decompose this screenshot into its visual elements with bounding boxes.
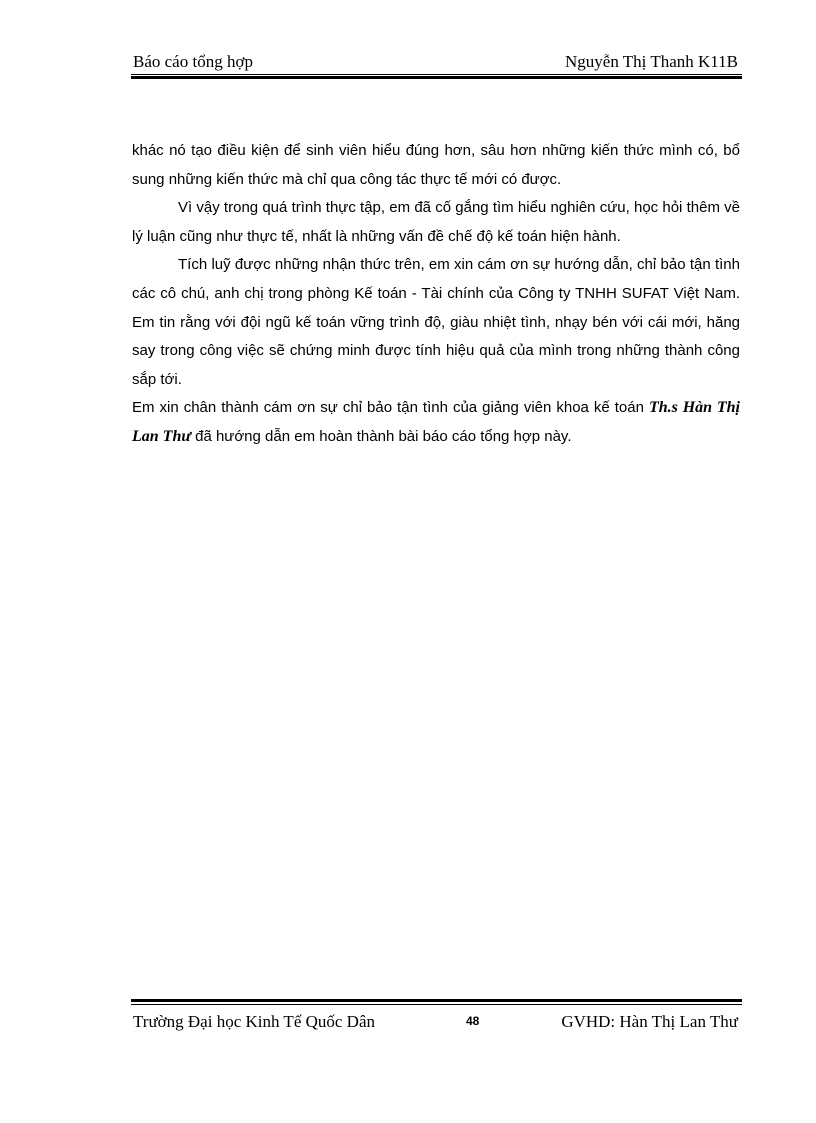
- footer-university: Trường Đại học Kinh Tế Quốc Dân: [133, 1012, 376, 1031]
- footer-supervisor: GVHD: Hàn Thị Lan Thư: [561, 1012, 738, 1031]
- header-author: Nguyễn Thị Thanh K11B: [565, 52, 738, 71]
- paragraph-2: Vì vậy trong quá trình thực tập, em đã cố gắng tìm hiểu nghiên cứu, học hỏi thêm về lý luận cũng như thực tế, nhất là những vấn đề chế độ kế toán hiện hành.: [132, 199, 740, 245]
- paragraph-4-lead: Em xin chân thành cám ơn sự chỉ bảo tận tình của giảng viên khoa kế toán: [132, 399, 649, 417]
- footer-rule-thick: [131, 999, 742, 1002]
- page-header: [131, 50, 742, 80]
- header-report-title: Báo cáo tổng hợp: [133, 52, 253, 71]
- paragraph-4: [132, 394, 740, 451]
- supervisor-name: Th.s Hàn Thị Lan Thư: [132, 399, 741, 445]
- page-footer: [131, 999, 742, 1039]
- header-rule-thin: [131, 74, 742, 75]
- paragraph-4-tail: đã hướng dẫn em hoàn thành bài báo cáo tổng hợp này.: [190, 427, 572, 445]
- footer-rule-thin: [131, 1004, 742, 1005]
- paragraph-1: khác nó tạo điều kiện để sinh viên hiểu đúng hơn, sâu hơn những kiến thức mình có, bổ sung những kiến thức mà chỉ qua công tác thực tế mới có được.: [132, 142, 740, 188]
- document-body: [132, 137, 740, 452]
- page-number: 48: [466, 1014, 480, 1028]
- header-rule-thick: [131, 76, 742, 79]
- paragraph-3: Tích luỹ được những nhận thức trên, em xin cám ơn sự hướng dẫn, chỉ bảo tận tình các cô chú, anh chị trong phòng Kế toán - Tài chính của Công ty TNHH SUFAT Việt Nam. Em tin rằng với đội ngũ kế toán vững trình độ, giàu nhiệt tình, nhạy bén với cái mới, hăng say trong công việc sẽ chứng minh được tính hiệu quả của mình trong những thành công sắp tới.: [132, 256, 740, 388]
